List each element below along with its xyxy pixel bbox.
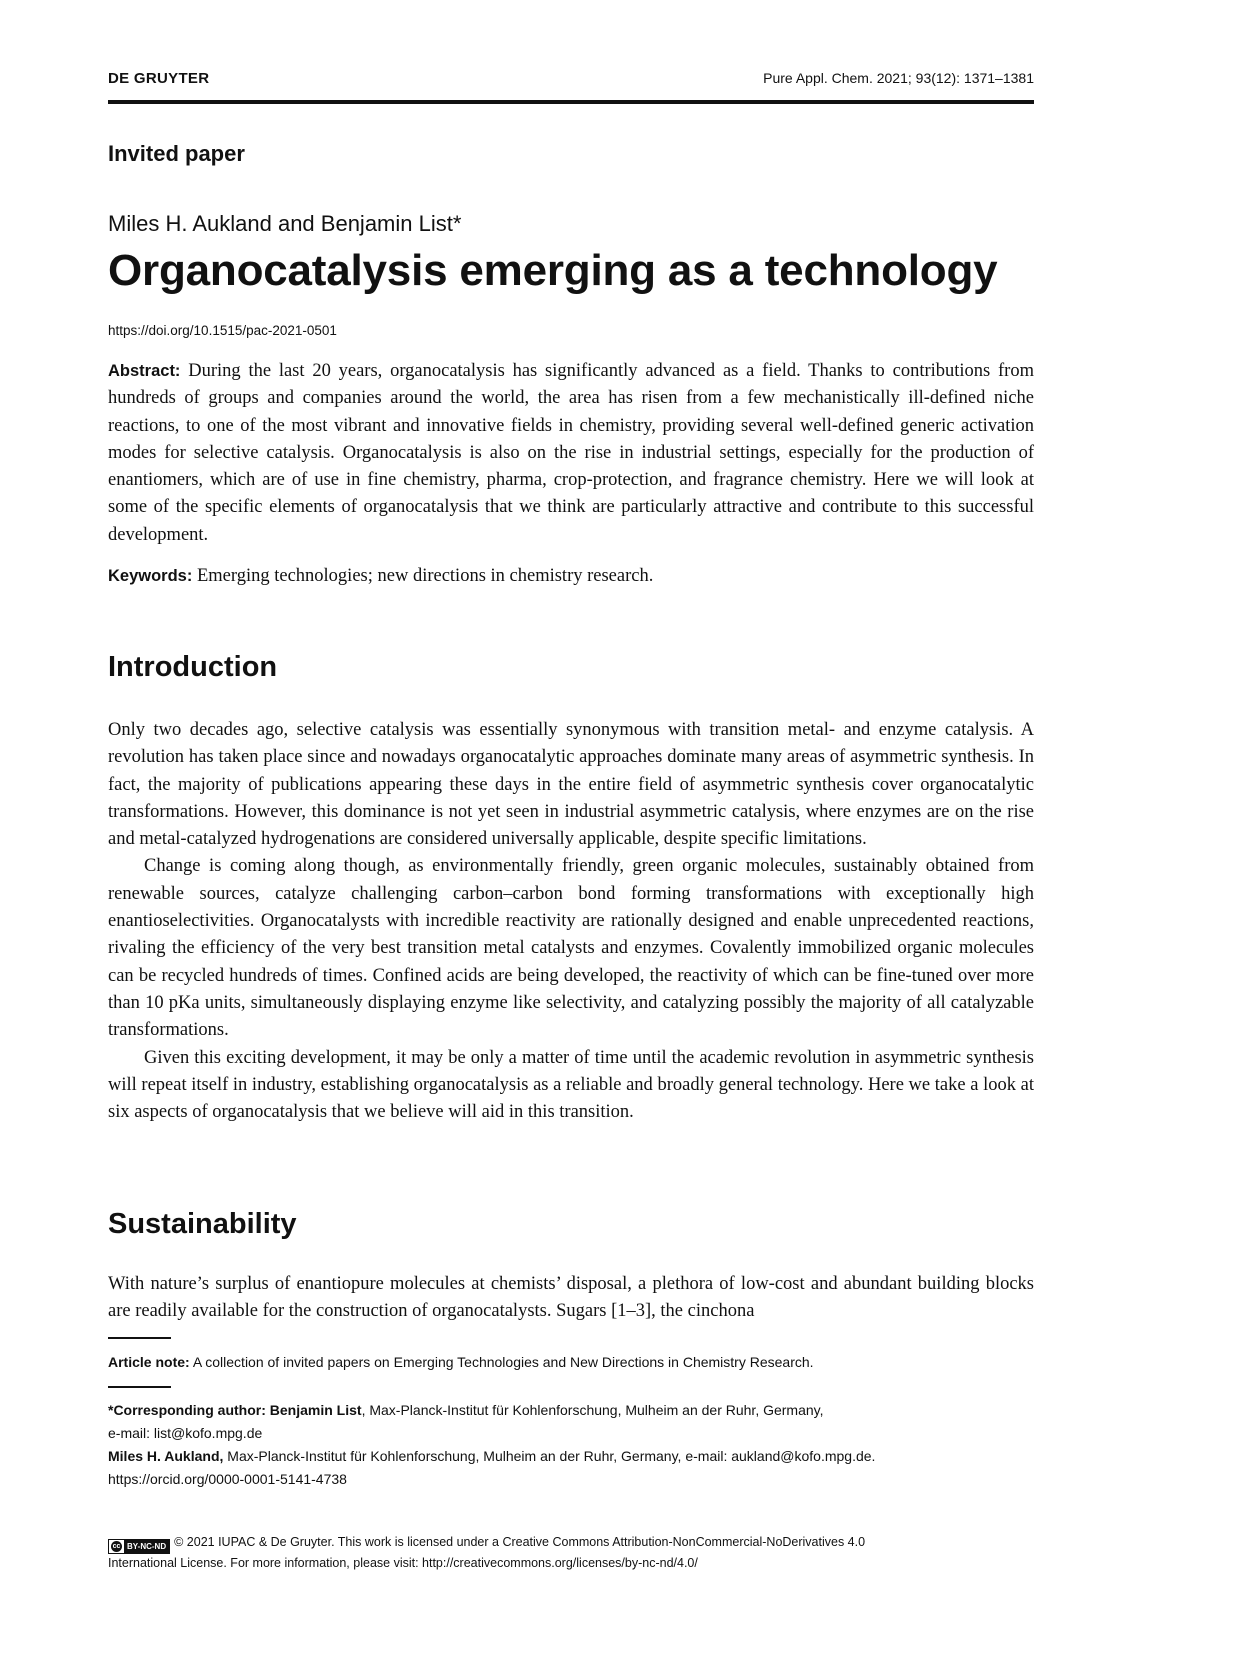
abstract-text: During the last 20 years, organocatalysis has significantly advanced as a field. Thanks to contributions from hundreds of groups and companies around the world, the area has risen from a few mechanistically ill-defined niche reactions, to one of the most vibrant and innovative fields in chemistry, providing several well-defined generic activation modes for selective catalysis. Organocatalysis is also on the rise in industrial settings, especially for the production of enantiomers, which are of use in fine chemistry, pharma, crop-protection, and fragrance chemistry. Here we will look at some of the specific elements of organocatalysis that we think are particularly attractive and contribute to this successful development. xyxy=(108,361,1034,545)
article-note-text: A collection of invited papers on Emerging Technologies and New Directions in Chemistry Research. xyxy=(192,1354,814,1370)
article-type: Invited paper xyxy=(108,141,245,166)
cc-symbol: cc xyxy=(112,1543,121,1550)
corresponding-author-label: *Corresponding author: Benjamin List xyxy=(108,1402,362,1418)
article-note-label: Article note: xyxy=(108,1354,190,1370)
corresponding-author xyxy=(108,1399,1034,1422)
keywords-text: Emerging technologies; new directions in chemistry research. xyxy=(196,566,654,586)
corresponding-author-email[interactable]: e-mail: list@kofo.mpg.de xyxy=(108,1425,263,1441)
doi-link[interactable]: https://doi.org/10.1515/pac-2021-0501 xyxy=(108,323,337,338)
coauthor xyxy=(108,1445,1034,1468)
abstract-label: Abstract: xyxy=(108,362,181,380)
introduction-paragraph: Given this exciting development, it may be only a matter of time until the academic revolution in asymmetric synthesis will repeat itself in industry, establishing organocatalysis as a reliable and broadly general technology. Here we take a look at six aspects of organocatalysis that we believe will aid in this transition. xyxy=(108,1047,1034,1123)
introduction-heading: Introduction xyxy=(108,651,278,683)
journal-reference: Pure Appl. Chem. 2021; 93(12): 1371–1381 xyxy=(763,70,1034,86)
corresponding-author-affiliation: , Max-Planck-Institut für Kohlenforschung, Mulheim an der Ruhr, Germany, xyxy=(361,1402,824,1418)
footnote-rule xyxy=(108,1337,171,1339)
cc-badge-label: BY-NC-ND xyxy=(124,1540,169,1553)
introduction-body xyxy=(108,717,1034,1126)
footnote-rule xyxy=(108,1386,171,1388)
introduction-paragraph: Change is coming along though, as environmentally friendly, green organic molecules, sustainably obtained from renewable sources, catalyze challenging carbon–carbon bond forming transformations with exceptionally high enantioselectivities. Organocatalysts with incredible reactivity are rationally designed and enable unprecedented reactions, rivaling the efficiency of the very best transition metal catalysts and enzymes. Covalently immobilized organic molecules can be recycled hundreds of times. Confined acids are being developed, the reactivity of which can be fine-tuned over more than 10 pKa units, simultaneously displaying enzyme like selectivity, and catalyzing possibly the majority of all catalyzable transformations. xyxy=(108,856,1034,1041)
license-notice xyxy=(108,1533,1034,1573)
license-line-2: International License. For more information, please visit: http://creativecommons.org/licenses/by-nc-nd/4.0/ xyxy=(108,1556,698,1570)
header-rule xyxy=(108,100,1034,104)
abstract xyxy=(108,358,1034,549)
keywords-label: Keywords: xyxy=(108,567,193,585)
author-affiliations xyxy=(108,1399,1034,1491)
cc-license-icon xyxy=(108,1539,170,1554)
sustainability-heading: Sustainability xyxy=(108,1208,297,1240)
coauthor-label: Miles H. Aukland, xyxy=(108,1448,224,1464)
license-line-1: © 2021 IUPAC & De Gruyter. This work is licensed under a Creative Commons Attribution-NonCommercial-NoDerivatives 4.0 xyxy=(174,1535,866,1549)
coauthor-orcid[interactable]: https://orcid.org/0000-0001-5141-4738 xyxy=(108,1471,347,1487)
article-note xyxy=(108,1351,1034,1374)
running-header xyxy=(108,66,1034,90)
keywords xyxy=(108,563,1034,590)
introduction-paragraph: Only two decades ago, selective catalysis was essentially synonymous with transition metal- and enzyme catalysis. A revolution has taken place since and nowadays organocatalytic approaches dominate many areas of asymmetric synthesis. In fact, the majority of publications appearing these days in the entire field of asymmetric synthesis cover organocatalytic transformations. However, this dominance is not yet seen in industrial asymmetric catalysis, where enzymes are on the rise and metal-catalyzed hydrogenations are considered universally applicable, despite specific limitations. xyxy=(108,720,1034,850)
article-title: Organocatalysis emerging as a technology xyxy=(108,246,998,295)
sustainability-paragraph: With nature’s surplus of enantiopure molecules at chemists’ disposal, a plethora of low-cost and abundant building blocks are readily available for the construction of organocatalysts. Sugars [1–3], the cinchona xyxy=(108,1274,1034,1322)
author-list: Miles H. Aukland and Benjamin List* xyxy=(108,211,462,236)
publisher-name: DE GRUYTER xyxy=(108,69,210,87)
coauthor-affiliation: Max-Planck-Institut für Kohlenforschung, Mulheim an der Ruhr, Germany, e-mail: aukland@kofo.mpg.de. xyxy=(227,1448,876,1464)
